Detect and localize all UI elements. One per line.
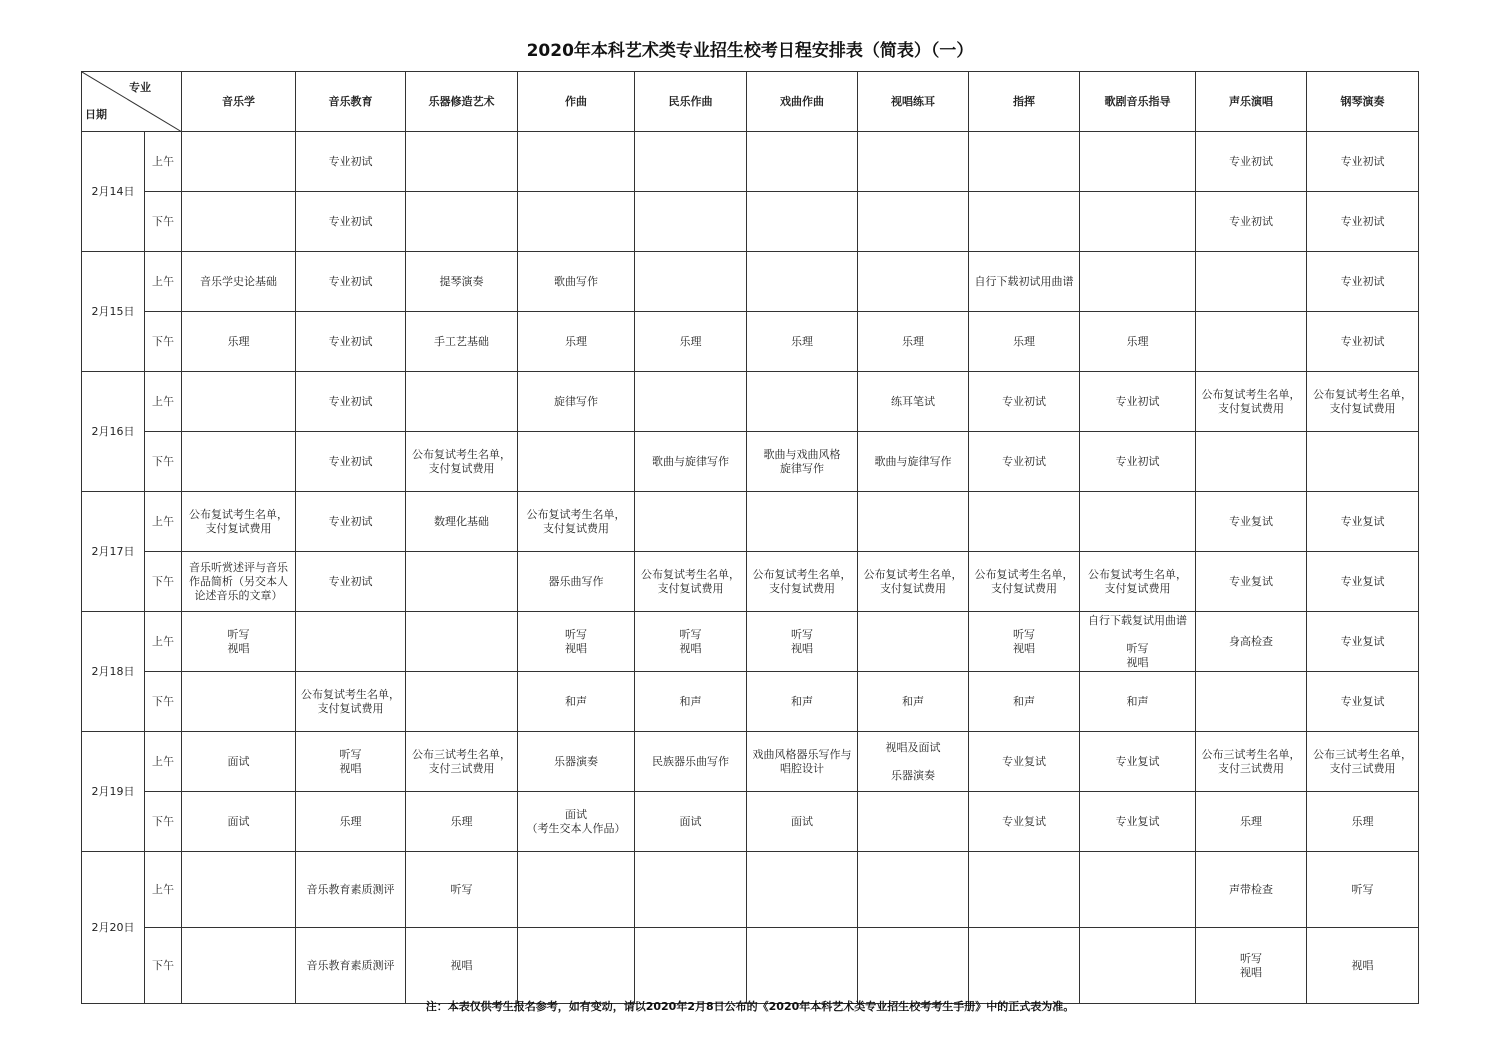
schedule-cell: 面试 xyxy=(747,792,858,852)
schedule-cell: 和声 xyxy=(1080,672,1196,732)
schedule-cell xyxy=(406,672,518,732)
schedule-cell: 专业复试 xyxy=(1307,612,1419,672)
schedule-cell: 听写 视唱 xyxy=(635,612,747,672)
schedule-cell: 公布三试考生名单， 支付三试费用 xyxy=(1196,732,1307,792)
schedule-cell xyxy=(635,132,747,192)
date-cell: 2月20日 xyxy=(82,852,145,1004)
schedule-cell: 自行下载初试用曲谱 xyxy=(969,252,1080,312)
schedule-cell: 公布复试考生名单， 支付复试费用 xyxy=(296,672,406,732)
schedule-cell: 专业复试 xyxy=(1196,552,1307,612)
schedule-cell: 乐理 xyxy=(1196,792,1307,852)
schedule-cell xyxy=(182,372,296,432)
period-cell: 上午 xyxy=(145,612,182,672)
period-cell: 上午 xyxy=(145,492,182,552)
schedule-cell: 乐器演奏 xyxy=(518,732,635,792)
schedule-cell: 公布复试考生名单， 支付复试费用 xyxy=(635,552,747,612)
schedule-cell xyxy=(747,492,858,552)
major-header: 乐器修造艺术 xyxy=(406,72,518,132)
schedule-cell: 专业复试 xyxy=(1080,732,1196,792)
schedule-cell xyxy=(1196,312,1307,372)
schedule-cell: 听写 视唱 xyxy=(518,612,635,672)
schedule-cell xyxy=(635,492,747,552)
schedule-cell xyxy=(1196,432,1307,492)
schedule-cell: 听写 xyxy=(406,852,518,928)
major-header: 视唱练耳 xyxy=(858,72,969,132)
period-cell: 上午 xyxy=(145,732,182,792)
corner-label-date: 日期 xyxy=(85,108,107,121)
schedule-cell: 听写 视唱 xyxy=(747,612,858,672)
schedule-cell: 专业复试 xyxy=(969,792,1080,852)
schedule-cell xyxy=(858,192,969,252)
schedule-cell xyxy=(858,852,969,928)
schedule-cell: 面试 （考生交本人作品） xyxy=(518,792,635,852)
major-header: 作曲 xyxy=(518,72,635,132)
schedule-cell: 民族器乐曲写作 xyxy=(635,732,747,792)
schedule-cell: 公布复试考生名单， 支付复试费用 xyxy=(1080,552,1196,612)
schedule-row xyxy=(82,432,1419,492)
schedule-cell xyxy=(635,928,747,1004)
schedule-cell xyxy=(406,612,518,672)
schedule-cell: 专业复试 xyxy=(1080,792,1196,852)
schedule-cell: 自行下载复试用曲谱 听写 视唱 xyxy=(1080,612,1196,672)
schedule-cell: 专业复试 xyxy=(1307,672,1419,732)
schedule-cell: 视唱 xyxy=(406,928,518,1004)
schedule-cell: 听写 视唱 xyxy=(182,612,296,672)
schedule-row xyxy=(82,312,1419,372)
schedule-cell xyxy=(635,852,747,928)
schedule-cell: 听写 xyxy=(1307,852,1419,928)
schedule-cell xyxy=(747,132,858,192)
schedule-cell: 专业初试 xyxy=(1080,372,1196,432)
schedule-cell: 专业初试 xyxy=(1307,192,1419,252)
schedule-cell xyxy=(182,432,296,492)
schedule-cell: 歌曲写作 xyxy=(518,252,635,312)
schedule-row xyxy=(82,552,1419,612)
schedule-cell: 练耳笔试 xyxy=(858,372,969,432)
period-cell: 下午 xyxy=(145,552,182,612)
schedule-cell: 乐理 xyxy=(1080,312,1196,372)
schedule-cell xyxy=(747,852,858,928)
schedule-cell: 器乐曲写作 xyxy=(518,552,635,612)
schedule-cell xyxy=(182,852,296,928)
schedule-cell: 和声 xyxy=(858,672,969,732)
schedule-cell: 数理化基础 xyxy=(406,492,518,552)
date-cell: 2月15日 xyxy=(82,252,145,372)
schedule-row xyxy=(82,612,1419,672)
schedule-row xyxy=(82,132,1419,192)
schedule-cell: 公布复试考生名单， 支付复试费用 xyxy=(1196,372,1307,432)
schedule-cell: 声带检查 xyxy=(1196,852,1307,928)
schedule-cell: 乐理 xyxy=(406,792,518,852)
schedule-cell xyxy=(182,192,296,252)
schedule-cell: 专业初试 xyxy=(1307,132,1419,192)
period-cell: 下午 xyxy=(145,192,182,252)
schedule-cell xyxy=(518,192,635,252)
schedule-row xyxy=(82,252,1419,312)
date-cell: 2月16日 xyxy=(82,372,145,492)
header-row xyxy=(82,72,1419,132)
schedule-row xyxy=(82,852,1419,928)
schedule-cell xyxy=(518,852,635,928)
schedule-cell xyxy=(406,552,518,612)
major-header: 音乐教育 xyxy=(296,72,406,132)
schedule-row xyxy=(82,192,1419,252)
period-cell: 下午 xyxy=(145,312,182,372)
major-header: 钢琴演奏 xyxy=(1307,72,1419,132)
schedule-cell: 视唱 xyxy=(1307,928,1419,1004)
schedule-cell xyxy=(747,192,858,252)
schedule-cell: 音乐听赏述评与音乐 作品简析（另交本人 论述音乐的文章） xyxy=(182,552,296,612)
schedule-cell: 专业初试 xyxy=(1307,252,1419,312)
schedule-row xyxy=(82,672,1419,732)
schedule-cell xyxy=(1080,192,1196,252)
schedule-cell xyxy=(969,928,1080,1004)
date-cell: 2月19日 xyxy=(82,732,145,852)
schedule-cell: 乐理 xyxy=(182,312,296,372)
schedule-cell: 面试 xyxy=(635,792,747,852)
schedule-cell xyxy=(1080,252,1196,312)
schedule-cell: 和声 xyxy=(518,672,635,732)
schedule-cell: 听写 视唱 xyxy=(1196,928,1307,1004)
schedule-cell xyxy=(1080,852,1196,928)
schedule-cell: 公布复试考生名单， 支付复试费用 xyxy=(406,432,518,492)
schedule-row xyxy=(82,928,1419,1004)
schedule-cell: 旋律写作 xyxy=(518,372,635,432)
date-cell: 2月18日 xyxy=(82,612,145,732)
schedule-table xyxy=(81,71,1419,1004)
schedule-cell: 公布复试考生名单， 支付复试费用 xyxy=(518,492,635,552)
schedule-cell xyxy=(858,792,969,852)
schedule-cell xyxy=(406,192,518,252)
schedule-cell xyxy=(858,612,969,672)
date-cell: 2月14日 xyxy=(82,132,145,252)
schedule-cell: 公布三试考生名单， 支付三试费用 xyxy=(1307,732,1419,792)
schedule-row xyxy=(82,792,1419,852)
schedule-cell: 乐理 xyxy=(969,312,1080,372)
period-cell: 下午 xyxy=(145,792,182,852)
schedule-cell: 乐理 xyxy=(858,312,969,372)
schedule-cell: 和声 xyxy=(635,672,747,732)
schedule-cell: 公布复试考生名单， 支付复试费用 xyxy=(858,552,969,612)
schedule-cell: 乐理 xyxy=(296,792,406,852)
schedule-cell: 戏曲风格器乐写作与 唱腔设计 xyxy=(747,732,858,792)
schedule-cell: 和声 xyxy=(747,672,858,732)
footnote: 注：本表仅供考生报名参考，如有变动，请以2020年2月8日公布的《2020年本科艺术类专业招生校考考生手册》中的正式表为准。 xyxy=(425,1000,1075,1013)
major-header: 戏曲作曲 xyxy=(747,72,858,132)
schedule-cell xyxy=(1080,492,1196,552)
schedule-cell xyxy=(518,132,635,192)
schedule-cell: 专业初试 xyxy=(296,312,406,372)
schedule-cell: 专业初试 xyxy=(969,432,1080,492)
schedule-cell xyxy=(1080,928,1196,1004)
schedule-cell: 公布复试考生名单， 支付复试费用 xyxy=(182,492,296,552)
schedule-cell: 听写 视唱 xyxy=(296,732,406,792)
schedule-cell: 专业初试 xyxy=(296,492,406,552)
schedule-cell xyxy=(1080,132,1196,192)
schedule-cell xyxy=(969,852,1080,928)
schedule-cell: 专业初试 xyxy=(296,192,406,252)
schedule-cell: 专业初试 xyxy=(1196,132,1307,192)
schedule-cell xyxy=(1196,672,1307,732)
schedule-cell: 乐理 xyxy=(635,312,747,372)
schedule-row xyxy=(82,492,1419,552)
schedule-row xyxy=(82,372,1419,432)
schedule-cell: 专业复试 xyxy=(969,732,1080,792)
schedule-cell: 歌曲与旋律写作 xyxy=(858,432,969,492)
corner-label-major: 专业 xyxy=(129,81,151,94)
schedule-cell: 专业初试 xyxy=(296,552,406,612)
page-title: 2020年本科艺术类专业招生校考日程安排表（简表）（一） xyxy=(526,41,974,61)
schedule-cell: 专业初试 xyxy=(1307,312,1419,372)
major-header: 民乐作曲 xyxy=(635,72,747,132)
schedule-cell xyxy=(969,492,1080,552)
major-header: 音乐学 xyxy=(182,72,296,132)
schedule-cell: 乐理 xyxy=(518,312,635,372)
schedule-cell xyxy=(969,132,1080,192)
schedule-cell: 面试 xyxy=(182,792,296,852)
schedule-cell xyxy=(635,252,747,312)
schedule-cell: 乐理 xyxy=(1307,792,1419,852)
date-cell: 2月17日 xyxy=(82,492,145,612)
schedule-cell xyxy=(858,492,969,552)
schedule-cell xyxy=(182,672,296,732)
schedule-cell xyxy=(858,132,969,192)
schedule-cell: 专业初试 xyxy=(969,372,1080,432)
schedule-cell xyxy=(518,928,635,1004)
schedule-cell: 专业初试 xyxy=(296,372,406,432)
period-cell: 上午 xyxy=(145,132,182,192)
schedule-cell: 专业复试 xyxy=(1196,492,1307,552)
schedule-cell xyxy=(747,928,858,1004)
schedule-cell xyxy=(182,928,296,1004)
schedule-cell: 音乐教育素质测评 xyxy=(296,928,406,1004)
schedule-cell: 面试 xyxy=(182,732,296,792)
major-header: 指挥 xyxy=(969,72,1080,132)
schedule-cell xyxy=(747,372,858,432)
schedule-cell xyxy=(406,372,518,432)
schedule-cell xyxy=(635,192,747,252)
schedule-cell xyxy=(518,432,635,492)
schedule-cell: 乐理 xyxy=(747,312,858,372)
schedule-cell: 音乐学史论基础 xyxy=(182,252,296,312)
schedule-cell xyxy=(858,252,969,312)
schedule-cell xyxy=(182,132,296,192)
schedule-cell xyxy=(747,252,858,312)
schedule-row xyxy=(82,732,1419,792)
period-cell: 上午 xyxy=(145,852,182,928)
schedule-cell: 专业初试 xyxy=(1080,432,1196,492)
corner-header-cell xyxy=(82,72,182,132)
schedule-cell xyxy=(858,928,969,1004)
schedule-cell: 专业初试 xyxy=(296,132,406,192)
schedule-cell: 专业复试 xyxy=(1307,552,1419,612)
schedule-cell: 公布复试考生名单， 支付复试费用 xyxy=(1307,372,1419,432)
schedule-cell: 视唱及面试 乐器演奏 xyxy=(858,732,969,792)
period-cell: 上午 xyxy=(145,372,182,432)
schedule-cell: 专业初试 xyxy=(296,432,406,492)
schedule-cell: 专业初试 xyxy=(1196,192,1307,252)
major-header: 歌剧音乐指导 xyxy=(1080,72,1196,132)
schedule-cell: 和声 xyxy=(969,672,1080,732)
schedule-cell xyxy=(969,192,1080,252)
schedule-cell xyxy=(635,372,747,432)
schedule-cell: 身高检查 xyxy=(1196,612,1307,672)
schedule-cell xyxy=(296,612,406,672)
schedule-cell: 音乐教育素质测评 xyxy=(296,852,406,928)
schedule-cell: 公布复试考生名单， 支付复试费用 xyxy=(747,552,858,612)
period-cell: 上午 xyxy=(145,252,182,312)
schedule-cell: 歌曲与戏曲风格 旋律写作 xyxy=(747,432,858,492)
period-cell: 下午 xyxy=(145,672,182,732)
period-cell: 下午 xyxy=(145,928,182,1004)
major-header: 声乐演唱 xyxy=(1196,72,1307,132)
schedule-cell: 提琴演奏 xyxy=(406,252,518,312)
period-cell: 下午 xyxy=(145,432,182,492)
schedule-cell xyxy=(406,132,518,192)
schedule-cell: 专业复试 xyxy=(1307,492,1419,552)
schedule-cell: 手工艺基础 xyxy=(406,312,518,372)
schedule-cell: 歌曲与旋律写作 xyxy=(635,432,747,492)
schedule-cell: 公布复试考生名单， 支付复试费用 xyxy=(969,552,1080,612)
schedule-cell: 公布三试考生名单， 支付三试费用 xyxy=(406,732,518,792)
schedule-cell: 听写 视唱 xyxy=(969,612,1080,672)
schedule-cell xyxy=(1307,432,1419,492)
schedule-cell xyxy=(1196,252,1307,312)
schedule-cell: 专业初试 xyxy=(296,252,406,312)
